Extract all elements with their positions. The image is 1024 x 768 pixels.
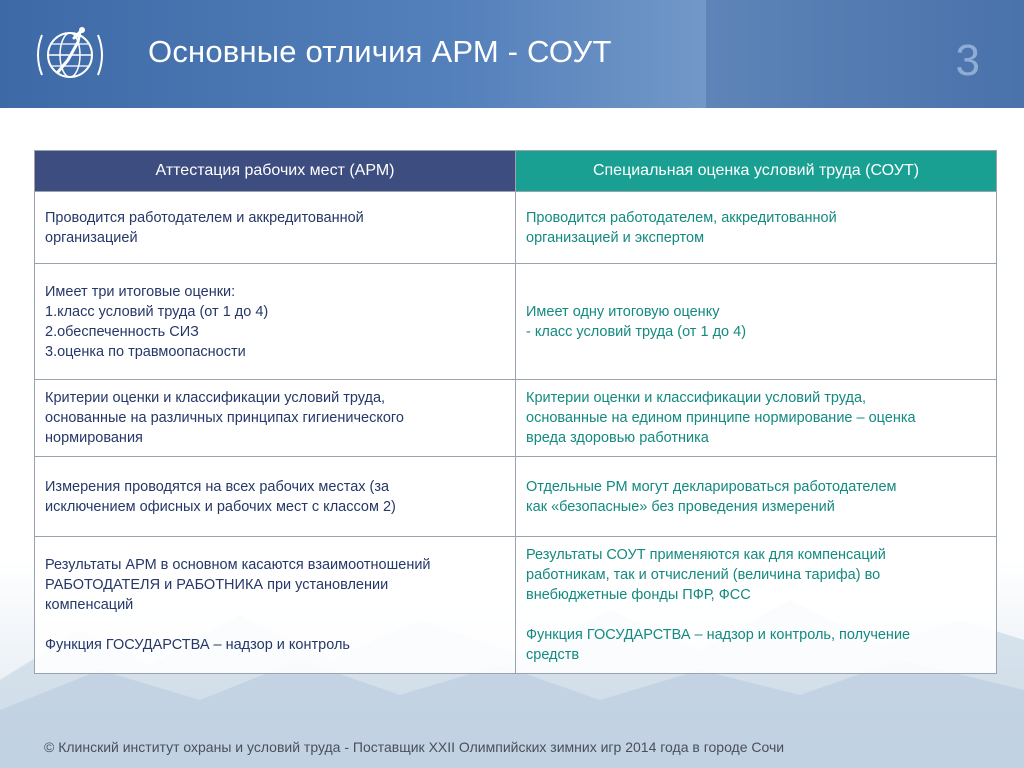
column-header-sout: Специальная оценка условий труда (СОУТ): [516, 151, 997, 192]
cell-arm: [35, 537, 516, 674]
cell-line: Измерения проводятся на всех рабочих местах (за: [45, 478, 390, 495]
cell-line: организацией: [45, 229, 138, 246]
cell-arm: [35, 457, 516, 537]
table-row: [35, 457, 997, 537]
footer-text: © Клинский институт охраны и условий труда - Поставщик XXII Олимпийских зимних игр 2014 года в городе Сочи: [44, 739, 785, 755]
cell-line: Критерии оценки и классификации условий труда,: [526, 390, 867, 406]
cell-line: Функция ГОСУДАРСТВА – надзор и контроль, получение: [526, 627, 911, 643]
table-row: [35, 537, 997, 674]
cell-line: основанные на едином принципе нормирование – оценка: [526, 410, 916, 426]
cell-arm: [35, 264, 516, 380]
cell-line: Функция ГОСУДАРСТВА – надзор и контроль: [45, 637, 350, 653]
cell-line: 1.класс условий труда (от 1 до 4): [45, 303, 269, 320]
cell-line: основанные на различных принципах гигиенического: [45, 410, 404, 426]
table-row: [35, 264, 997, 380]
cell-line: Проводится работодателем и аккредитованной: [45, 209, 364, 226]
column-header-arm: Аттестация рабочих мест (АРМ): [35, 151, 516, 192]
cell-sout: [516, 380, 997, 457]
table-header-row: [35, 151, 997, 192]
cell-line: средств: [526, 647, 580, 663]
cell-line: Проводится работодателем, аккредитованной: [526, 209, 837, 226]
cell-line: Отдельные РМ могут декларироваться работодателем: [526, 478, 897, 495]
cell-line: исключением офисных и рабочих мест с классом 2): [45, 498, 396, 515]
cell-sout: [516, 537, 997, 674]
cell-line: Критерии оценки и классификации условий труда,: [45, 390, 386, 406]
cell-line: - класс условий труда (от 1 до 4): [526, 323, 747, 340]
cell-line: как «безопасные» без проведения измерений: [526, 498, 835, 515]
cell-line: работникам, так и отчислений (величина тарифа) во: [526, 567, 881, 583]
cell-arm: [35, 380, 516, 457]
cell-spacer: [45, 615, 505, 635]
cell-line: 2.обеспеченность СИЗ: [45, 323, 199, 340]
page-title: Основные отличия АРМ - СОУТ: [148, 34, 612, 69]
table-row: [35, 192, 997, 264]
cell-line: вреда здоровью работника: [526, 430, 709, 446]
cell-line: Результаты СОУТ применяются как для компенсаций: [526, 547, 886, 563]
cell-spacer: [526, 605, 986, 625]
cell-line: РАБОТОДАТЕЛЯ и РАБОТНИКА при установлении: [45, 577, 389, 593]
header-bar: [0, 0, 1024, 108]
cell-line: Имеет одну итоговую оценку: [526, 303, 720, 320]
cell-line: Имеет три итоговые оценки:: [45, 283, 236, 300]
cell-line: 3.оценка по травмоопасности: [45, 343, 246, 360]
comparison-table: [34, 150, 997, 674]
cell-line: Результаты АРМ в основном касаются взаимоотношений: [45, 557, 431, 573]
cell-line: организацией и экспертом: [526, 229, 705, 246]
table-row: [35, 380, 997, 457]
cell-line: компенсаций: [45, 597, 134, 613]
cell-sout: [516, 264, 997, 380]
page-number: 3: [955, 36, 980, 85]
cell-line: нормирования: [45, 430, 143, 446]
cell-line: внебюджетные фонды ПФР, ФСС: [526, 587, 751, 603]
cell-sout: [516, 192, 997, 264]
cell-arm: [35, 192, 516, 264]
cell-sout: [516, 457, 997, 537]
olympic-globe-logo-icon: [28, 20, 112, 90]
